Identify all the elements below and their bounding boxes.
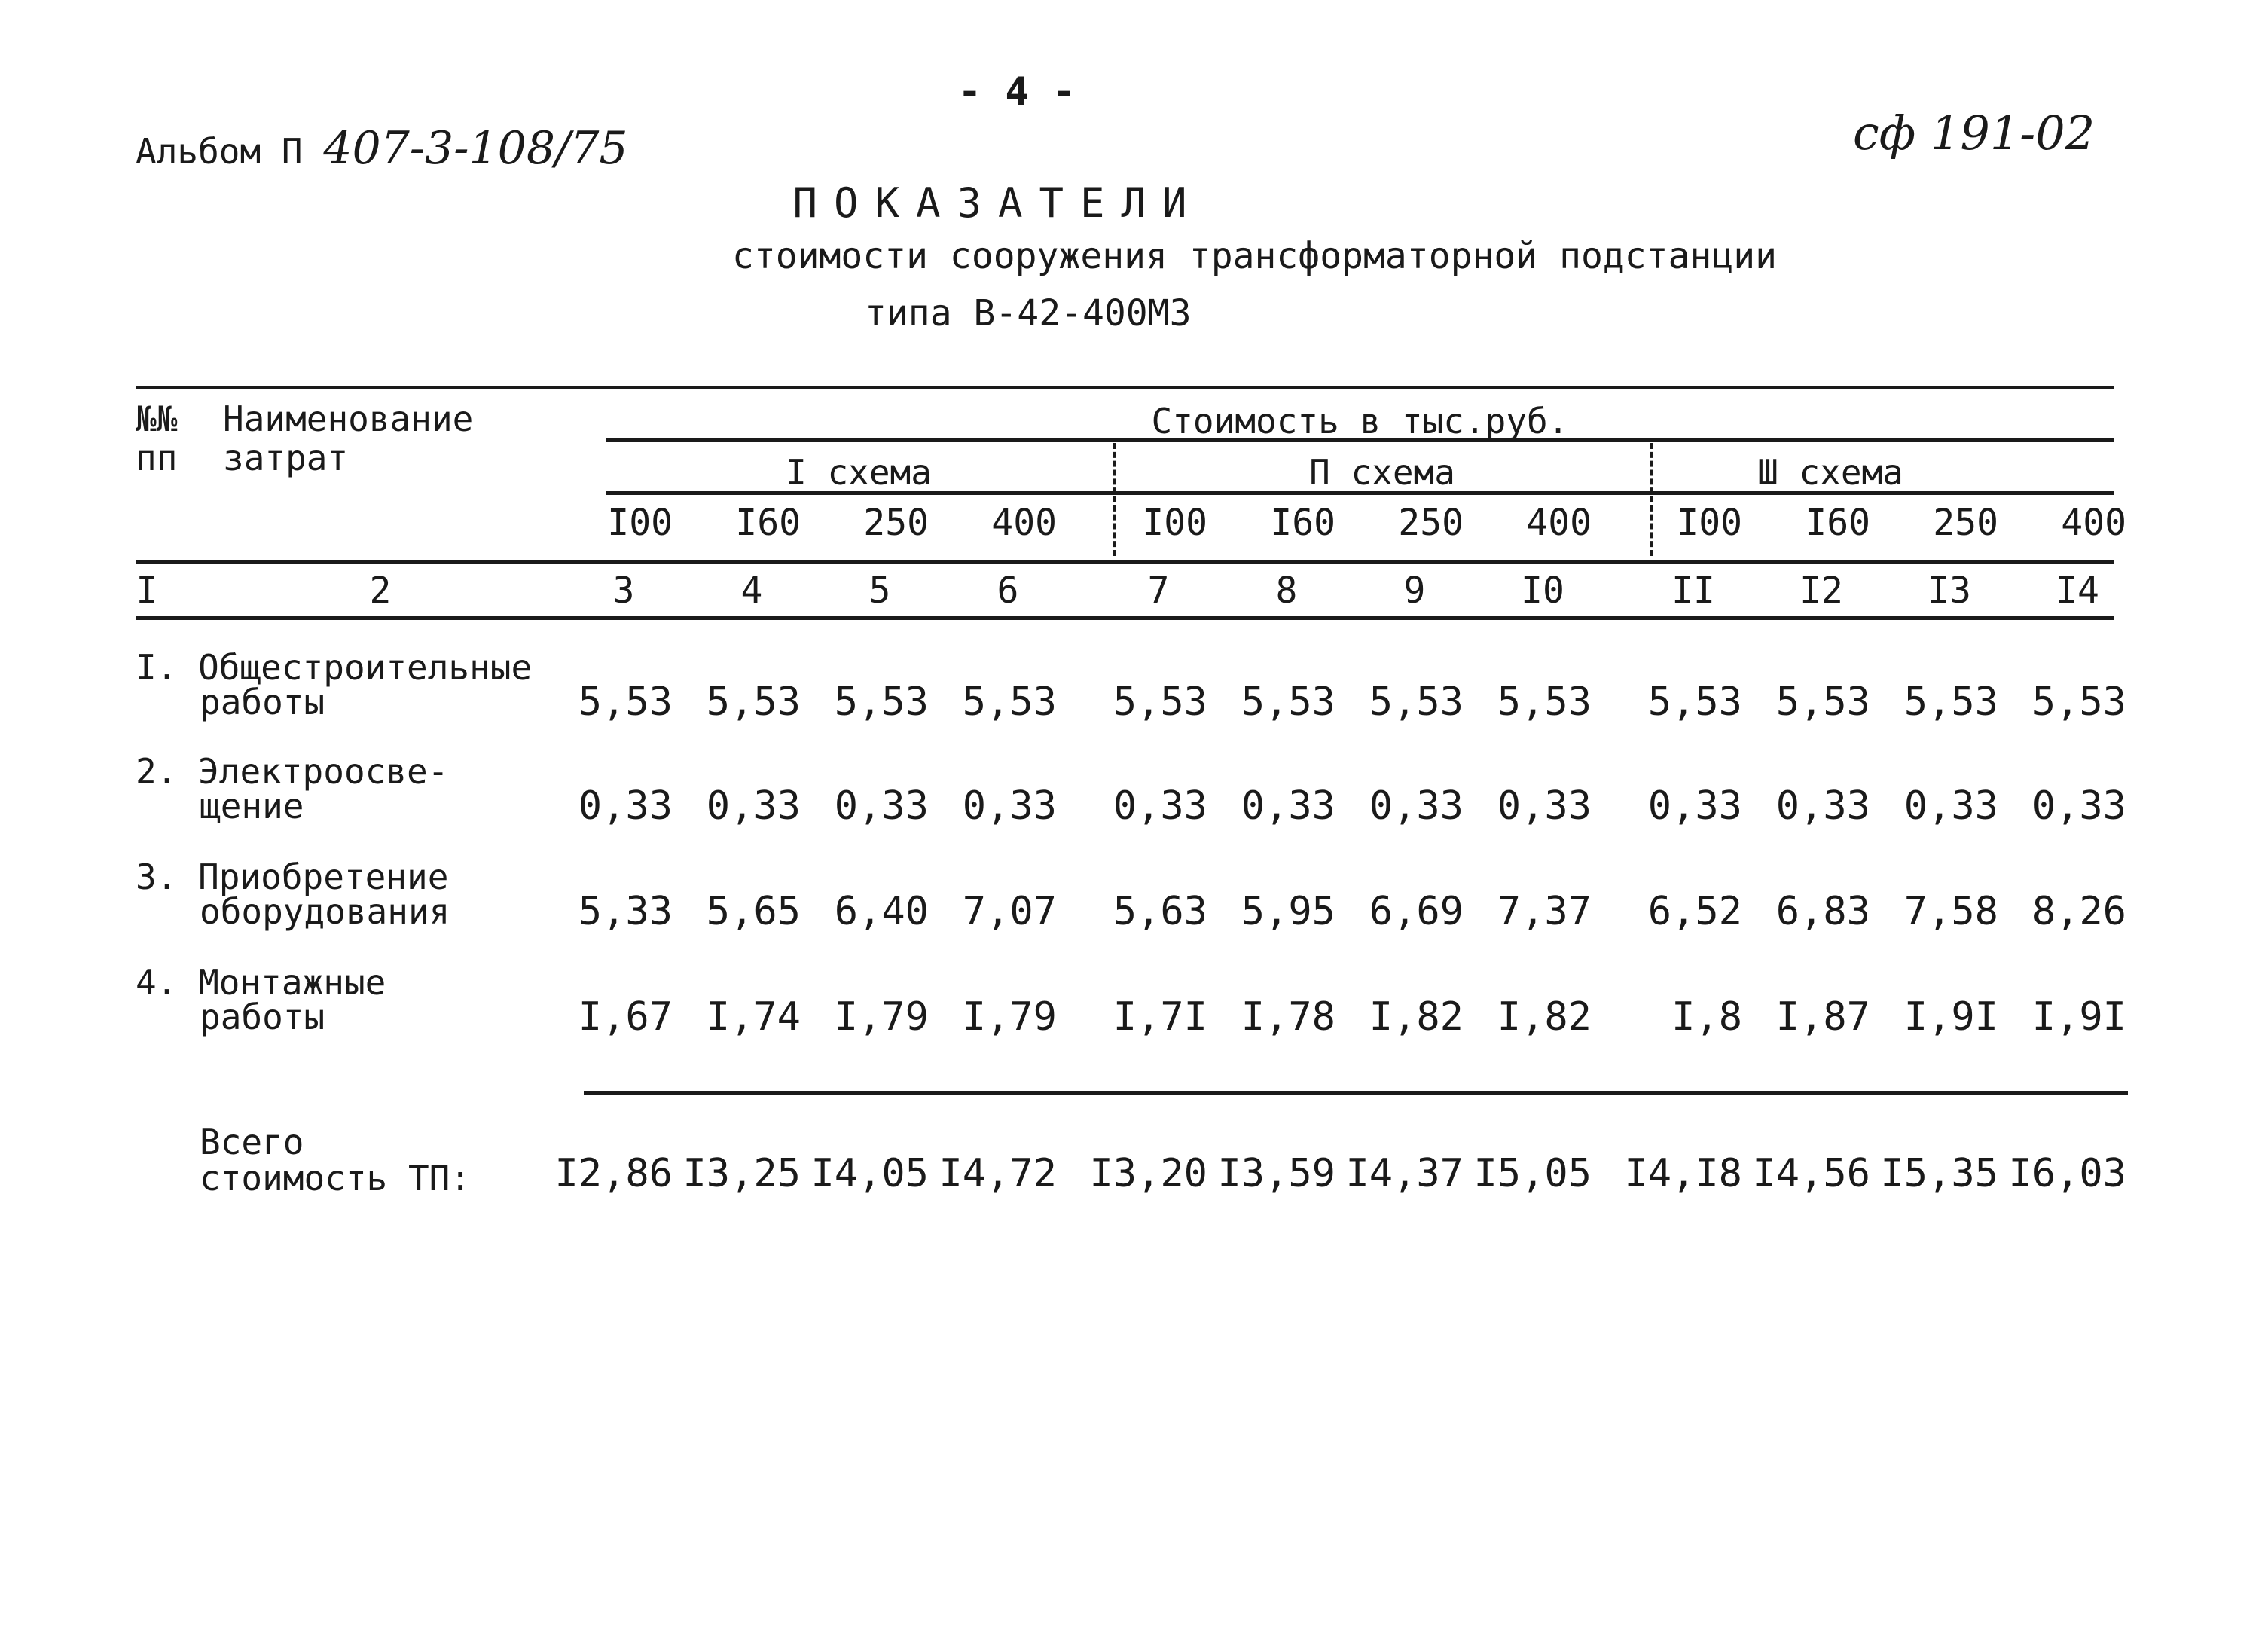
scheme-1-header: I схема bbox=[786, 452, 932, 493]
capacity-header: I60 bbox=[1805, 502, 1870, 544]
table-cell-value: I,9I bbox=[1903, 994, 1998, 1040]
table-top-rule bbox=[136, 386, 2114, 389]
table-cell-value: I,78 bbox=[1241, 994, 1335, 1040]
capacity-header: 400 bbox=[2061, 502, 2126, 544]
column-number-header: №№ пп bbox=[136, 399, 178, 478]
table-cell-value: 0,33 bbox=[962, 783, 1057, 829]
total-value: I3,25 bbox=[682, 1151, 801, 1196]
table-cell-value: 6,83 bbox=[1775, 889, 1870, 934]
scheme-3-header: Ш схема bbox=[1757, 452, 1903, 493]
table-cell-value: 6,40 bbox=[834, 889, 929, 934]
table-cell-value: 0,33 bbox=[1497, 783, 1592, 829]
capacity-header: 400 bbox=[991, 502, 1057, 544]
column-name-header: Наименование затрат bbox=[223, 399, 474, 478]
table-cell-value: 6,69 bbox=[1369, 889, 1464, 934]
table-cell-value: 0,33 bbox=[1241, 783, 1335, 829]
table-cell-value: 0,33 bbox=[1647, 783, 1742, 829]
table-cell-value: 5,53 bbox=[1113, 679, 1207, 725]
table-cell-value: 5,53 bbox=[1241, 679, 1335, 725]
total-label: Всего bbox=[200, 1122, 304, 1162]
table-cell-value: I,67 bbox=[578, 994, 673, 1040]
table-cell-value: 7,07 bbox=[962, 889, 1057, 934]
index-cell: 3 bbox=[612, 570, 635, 612]
index-cell: I bbox=[136, 570, 158, 612]
table-cell-value: 5,63 bbox=[1113, 889, 1207, 934]
table-cell-value: 6,52 bbox=[1647, 889, 1742, 934]
table-cell-value: 5,53 bbox=[1775, 679, 1870, 725]
index-cell: II bbox=[1671, 570, 1715, 612]
row-label-cont: щение bbox=[200, 786, 304, 826]
capacity-header-rule bbox=[136, 560, 2114, 564]
total-value: I6,03 bbox=[2008, 1151, 2126, 1196]
album-number: 407-3-108/75 bbox=[323, 122, 628, 175]
index-cell: 6 bbox=[997, 570, 1019, 612]
table-cell-value: I,9I bbox=[2031, 994, 2126, 1040]
row-label: 3. Приобретение bbox=[136, 857, 449, 897]
table-cell-value: I,79 bbox=[962, 994, 1057, 1040]
table-cell-value: 5,65 bbox=[706, 889, 801, 934]
capacity-header: 400 bbox=[1526, 502, 1592, 544]
capacity-header: I00 bbox=[1677, 502, 1742, 544]
table-cell-value: 0,33 bbox=[834, 783, 929, 829]
title-subtitle-2: типа В-42-400МЗ bbox=[865, 292, 1192, 334]
index-cell: I0 bbox=[1521, 570, 1564, 612]
table-cell-value: I,8 bbox=[1671, 994, 1742, 1040]
table-cell-value: I,87 bbox=[1775, 994, 1870, 1040]
page-number: - 4 - bbox=[957, 69, 1076, 115]
capacity-header: I00 bbox=[1142, 502, 1207, 544]
table-cell-value: 5,53 bbox=[706, 679, 801, 725]
row-label-cont: работы bbox=[200, 997, 325, 1037]
table-cell-value: I,7I bbox=[1113, 994, 1207, 1040]
table-cell-value: 0,33 bbox=[1775, 783, 1870, 829]
table-cell-value: 5,53 bbox=[1497, 679, 1592, 725]
total-label-cont: стоимость ТП: bbox=[200, 1158, 472, 1199]
capacity-header: 250 bbox=[1398, 502, 1464, 544]
total-value: I4,72 bbox=[939, 1151, 1057, 1196]
index-cell: I3 bbox=[1928, 570, 1971, 612]
scheme-2-header: П схема bbox=[1309, 452, 1455, 493]
row-label: I. Общестроительные bbox=[136, 647, 533, 688]
capacity-header: 250 bbox=[863, 502, 929, 544]
total-value: I4,05 bbox=[810, 1151, 929, 1196]
index-cell: 9 bbox=[1403, 570, 1426, 612]
table-cell-value: 7,58 bbox=[1903, 889, 1998, 934]
total-value: I4,37 bbox=[1345, 1151, 1464, 1196]
page-title: ПОКАЗАТЕЛИ bbox=[792, 179, 1204, 227]
index-cell: 4 bbox=[740, 570, 763, 612]
row-label: 2. Электроосве- bbox=[136, 751, 449, 792]
index-row-rule bbox=[136, 616, 2114, 620]
table-cell-value: 5,33 bbox=[578, 889, 673, 934]
index-cell: I4 bbox=[2056, 570, 2099, 612]
table-cell-value: I,79 bbox=[834, 994, 929, 1040]
total-value: I4,56 bbox=[1752, 1151, 1870, 1196]
total-value: I5,05 bbox=[1473, 1151, 1592, 1196]
capacity-header: I00 bbox=[607, 502, 673, 544]
table-cell-value: 5,95 bbox=[1241, 889, 1335, 934]
row-label-cont: работы bbox=[200, 682, 325, 722]
index-cell: 8 bbox=[1275, 570, 1298, 612]
table-cell-value: 7,37 bbox=[1497, 889, 1592, 934]
table-cell-value: 0,33 bbox=[2031, 783, 2126, 829]
total-value: I5,35 bbox=[1880, 1151, 1998, 1196]
total-separator-rule bbox=[584, 1091, 2128, 1095]
table-cell-value: 0,33 bbox=[1113, 783, 1207, 829]
row-label: 4. Монтажные bbox=[136, 962, 386, 1003]
table-cell-value: 0,33 bbox=[706, 783, 801, 829]
table-cell-value: 5,53 bbox=[1369, 679, 1464, 725]
table-cell-value: 0,33 bbox=[1903, 783, 1998, 829]
table-cell-value: I,82 bbox=[1369, 994, 1464, 1040]
index-cell: I2 bbox=[1799, 570, 1843, 612]
index-cell: 2 bbox=[369, 570, 392, 612]
table-cell-value: 5,53 bbox=[1903, 679, 1998, 725]
row-label-cont: оборудования bbox=[200, 891, 450, 932]
table-cell-value: I,74 bbox=[706, 994, 801, 1040]
table-cell-value: 5,53 bbox=[962, 679, 1057, 725]
album-label-text: Альбом П bbox=[136, 131, 303, 172]
table-cell-value: 5,53 bbox=[834, 679, 929, 725]
table-cell-value: 5,53 bbox=[1647, 679, 1742, 725]
total-value: I2,86 bbox=[554, 1151, 673, 1196]
cost-header: Стоимость в тыс.руб. bbox=[1151, 401, 1569, 441]
table-cell-value: I,82 bbox=[1497, 994, 1592, 1040]
table-cell-value: 8,26 bbox=[2031, 889, 2126, 934]
album-label bbox=[136, 122, 628, 175]
capacity-header: I60 bbox=[1270, 502, 1335, 544]
total-value: I4,I8 bbox=[1624, 1151, 1742, 1196]
table-cell-value: 0,33 bbox=[1369, 783, 1464, 829]
capacity-header: 250 bbox=[1933, 502, 1998, 544]
table-cell-value: 5,53 bbox=[2031, 679, 2126, 725]
table-cell-value: 0,33 bbox=[578, 783, 673, 829]
index-cell: 7 bbox=[1147, 570, 1170, 612]
total-value: I3,59 bbox=[1217, 1151, 1335, 1196]
capacity-header: I60 bbox=[735, 502, 801, 544]
table-cell-value: 5,53 bbox=[578, 679, 673, 725]
index-cell: 5 bbox=[868, 570, 891, 612]
total-value: I3,20 bbox=[1089, 1151, 1207, 1196]
title-subtitle-1: стоимости сооружения трансформаторной подстанции bbox=[731, 235, 1778, 277]
document-code: сф 191-02 bbox=[1853, 105, 2096, 160]
